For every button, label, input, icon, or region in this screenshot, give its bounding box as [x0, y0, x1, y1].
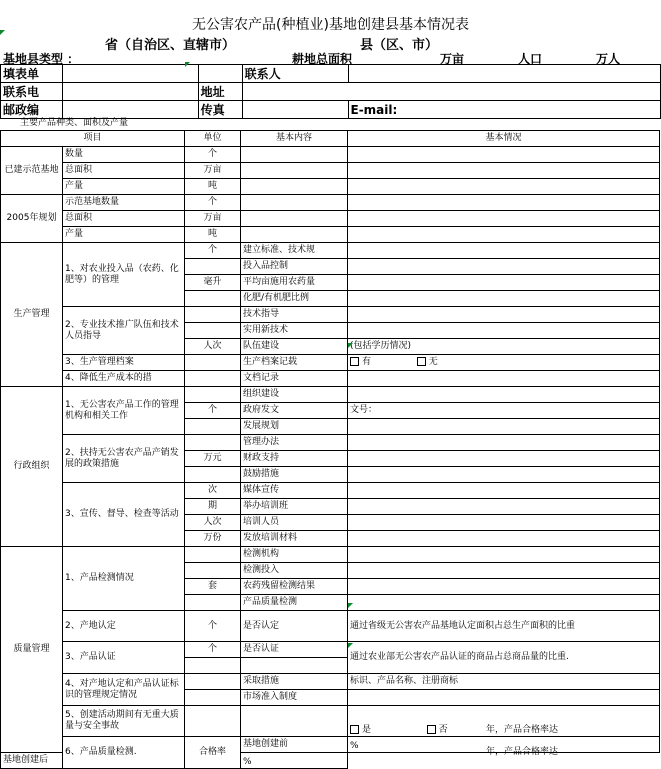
- contact-field[interactable]: [348, 65, 661, 83]
- status-cell[interactable]: [348, 547, 660, 563]
- header-status: 基本情况: [348, 131, 660, 147]
- filler-field[interactable]: [62, 65, 198, 83]
- q2-label: 2、产地认定: [63, 611, 185, 642]
- content-cell[interactable]: [241, 227, 348, 243]
- content-cell[interactable]: [241, 211, 348, 227]
- unit-cell: [185, 419, 241, 435]
- status-cell[interactable]: [348, 371, 660, 387]
- status-cell[interactable]: [348, 387, 660, 403]
- q4-note: 标识、产品名称、注册商标: [348, 674, 660, 690]
- yes-label: 是: [362, 725, 372, 735]
- county-label: 县（区、市）: [360, 38, 439, 53]
- pm4-label: 4、降低生产成本的措: [63, 371, 185, 387]
- content-label: 基地创建前: [241, 737, 348, 753]
- phone-field[interactable]: [62, 83, 198, 101]
- pm2-label: 2、专业技术推广队伍和技术人员指导: [63, 307, 185, 355]
- content-label: 检测投入: [241, 563, 348, 579]
- unit-cell: 个: [185, 611, 241, 642]
- postcode-label: 邮政编: [1, 101, 63, 119]
- status-cell[interactable]: [348, 147, 660, 163]
- status-cell[interactable]: [348, 243, 660, 259]
- unit-cell: [185, 371, 241, 387]
- content-label: 鼓励措施: [241, 467, 348, 483]
- status-cell[interactable]: [348, 515, 660, 531]
- ad3-label: 3、宣传、督导、检查等活动: [63, 483, 185, 547]
- unit-cell: [185, 706, 241, 737]
- unit-cell: [185, 547, 241, 563]
- unit-cell: [185, 674, 241, 690]
- yes-checkbox[interactable]: [350, 357, 359, 366]
- page-title: 无公害农产品(种植业)基地创建县基本情况表: [192, 17, 469, 33]
- unit-cell: 万亩: [185, 163, 241, 179]
- comment-marker-icon: [348, 343, 353, 348]
- content-label: 媒体宣传: [241, 483, 348, 499]
- unit-cell: 万元: [185, 451, 241, 467]
- status-cell[interactable]: [348, 275, 660, 291]
- status-cell[interactable]: [348, 531, 660, 547]
- content-label: 培训人员: [241, 515, 348, 531]
- unit-cell: [185, 291, 241, 307]
- status-cell[interactable]: [348, 323, 660, 339]
- unit-cell: 个: [185, 195, 241, 211]
- unit-cell: [185, 307, 241, 323]
- q3-label: 3、产品认证: [63, 642, 185, 674]
- status-cell[interactable]: [348, 483, 660, 499]
- status-cell[interactable]: [348, 563, 660, 579]
- unit-cell: [185, 355, 241, 371]
- content-label: 基地创建后: [1, 753, 63, 769]
- content-label: 发放培训材料: [241, 531, 348, 547]
- status-cell[interactable]: [348, 179, 660, 195]
- quality-mgmt-group: 质量管理: [1, 547, 63, 753]
- farmland-unit: 万亩: [440, 52, 465, 66]
- content-label: 生产档案记载: [241, 355, 348, 371]
- filler-label: 填表单: [1, 65, 63, 83]
- content-cell[interactable]: [241, 706, 348, 737]
- total-area-label: 总面积: [63, 163, 185, 179]
- content-label: 是否认定: [241, 611, 348, 642]
- unit-cell: 吨: [185, 179, 241, 195]
- plan-2005-group: 2005年规划: [1, 195, 63, 243]
- header-item: 项目: [1, 131, 185, 147]
- status-cell[interactable]: [348, 467, 660, 483]
- content-label: 技术指导: [241, 307, 348, 323]
- status-cell[interactable]: [348, 195, 660, 211]
- ad1-label: 1、无公害农产品工作的管理机构和相关工作: [63, 387, 185, 435]
- content-label: 财政支持: [241, 451, 348, 467]
- content-label: 发展规划: [241, 419, 348, 435]
- yes-checkbox[interactable]: [350, 725, 359, 734]
- content-label: 农药残留检测结果: [241, 579, 348, 595]
- unit-cell: [185, 563, 241, 579]
- q5-label: 5、创建活动期间有无重大质量与安全事故: [63, 706, 185, 737]
- unit-cell: 万份: [185, 531, 241, 547]
- status-cell[interactable]: [348, 291, 660, 307]
- email-label[interactable]: E-mail:: [348, 101, 661, 119]
- content-label: 市场准入制度: [241, 690, 348, 706]
- content-label: 政府发文: [241, 403, 348, 419]
- output-label: 产量: [63, 227, 185, 243]
- content-cell[interactable]: [241, 163, 348, 179]
- status-cell[interactable]: [348, 595, 660, 611]
- admin-org-group: 行政组织: [1, 387, 63, 547]
- header-unit: 单位: [185, 131, 241, 147]
- unit-cell: 人次: [185, 515, 241, 531]
- team-note: (包括学历情况): [348, 339, 660, 355]
- section-title: 主要产品种类、面积及产量: [20, 118, 129, 128]
- blank-cell: [198, 65, 242, 83]
- unit-cell: [185, 690, 241, 706]
- total-area-label: 总面积: [63, 211, 185, 227]
- demo-count-label: 示范基地数量: [63, 195, 185, 211]
- status-cell[interactable]: [348, 259, 660, 275]
- status-cell[interactable]: [348, 690, 660, 706]
- comment-marker-icon: [185, 62, 190, 67]
- qty-label: 数量: [63, 147, 185, 163]
- unit-cell: 期: [185, 499, 241, 515]
- unit-cell: [185, 387, 241, 403]
- year-pass-note-2: 年，产品合格率达: [486, 747, 559, 757]
- base-type-label: 基地县类型 ：: [3, 52, 80, 66]
- contact-info-table: [0, 64, 661, 119]
- archive-options: [348, 355, 660, 371]
- content-cell[interactable]: [241, 179, 348, 195]
- status-cell[interactable]: [348, 419, 660, 435]
- address-field[interactable]: [242, 83, 660, 101]
- no-label: 否: [438, 725, 448, 735]
- pct-after: %: [241, 753, 348, 769]
- content-label: 文档记录: [241, 371, 348, 387]
- address-label: 地址: [198, 83, 242, 101]
- content-label: 队伍建设: [241, 339, 348, 355]
- no-checkbox[interactable]: [417, 357, 426, 366]
- contact-label: 联系人: [242, 65, 348, 83]
- fax-field[interactable]: [242, 101, 348, 119]
- unit-cell: 吨: [185, 227, 241, 243]
- farmland-area-label: 耕地总面积: [292, 52, 353, 66]
- content-label: 产品质量检测: [241, 595, 348, 611]
- unit-cell: [185, 259, 241, 275]
- status-cell[interactable]: [348, 163, 660, 179]
- content-label: 管理办法: [241, 435, 348, 451]
- unit-cell: 次: [185, 483, 241, 499]
- unit-cell: [185, 435, 241, 451]
- unit-cell: 万亩: [185, 211, 241, 227]
- province-label: 省（自治区、直辖市）: [105, 38, 236, 53]
- comment-marker-icon: [348, 643, 353, 648]
- population-label: 人口: [518, 52, 543, 66]
- status-cell[interactable]: [348, 499, 660, 515]
- content-label: 是否认证: [241, 642, 348, 658]
- production-mgmt-group: 生产管理: [1, 243, 63, 387]
- content-cell[interactable]: [241, 658, 348, 674]
- status-cell[interactable]: [348, 211, 660, 227]
- doc-number-label: 文号：: [348, 403, 660, 419]
- content-label: 平均亩施用农药量: [241, 275, 348, 291]
- unit-cell: 个: [185, 243, 241, 259]
- status-cell[interactable]: [348, 451, 660, 467]
- yes-label: 有: [362, 357, 372, 367]
- ad2-label: 2、扶持无公害农产品产销发展的政策措施: [63, 435, 185, 483]
- content-cell[interactable]: [241, 195, 348, 211]
- unit-cell: 套: [185, 579, 241, 595]
- content-label: 建立标准、技术规: [241, 243, 348, 259]
- pass-rate-label: 合格率: [185, 737, 241, 769]
- no-label: 无: [428, 357, 438, 367]
- q4-label: 4、对产地认定和产品认证标识的管理规定情况: [63, 674, 185, 706]
- content-label: 举办培训班: [241, 499, 348, 515]
- output-label: 产量: [63, 179, 185, 195]
- status-cell[interactable]: [348, 307, 660, 323]
- unit-cell: 个: [185, 403, 241, 419]
- existing-base-group: 已建示范基地: [1, 147, 63, 195]
- unit-cell: [185, 323, 241, 339]
- q6-label: 6、产品质量检测.: [63, 737, 185, 769]
- population-unit: 万人: [596, 52, 621, 66]
- status-cell[interactable]: [348, 227, 660, 243]
- header-content: 基本内容: [241, 131, 348, 147]
- q3-note: 通过农业部无公害农产品认证的商品占总商品量的比重.: [348, 642, 660, 674]
- content-label: 实用新技术: [241, 323, 348, 339]
- fax-label: 传真: [198, 101, 242, 119]
- content-label: 化肥/有机肥比例: [241, 291, 348, 307]
- status-cell[interactable]: [348, 579, 660, 595]
- unit-cell: [185, 595, 241, 611]
- content-cell[interactable]: [241, 147, 348, 163]
- q2-note: 通过省级无公害农产品基地认定面积占总生产面积的比重: [348, 611, 660, 642]
- unit-cell: 个: [185, 147, 241, 163]
- unit-cell: [185, 658, 241, 674]
- content-label: 组织建设: [241, 387, 348, 403]
- status-cell[interactable]: [348, 435, 660, 451]
- pm1-label: 1、对农业投入品（农药、化肥等）的管理: [63, 243, 185, 307]
- unit-cell: 人次: [185, 339, 241, 355]
- unit-cell: [185, 467, 241, 483]
- phone-label: 联系电: [1, 83, 63, 101]
- pct-before: %: [348, 737, 660, 753]
- no-checkbox[interactable]: [427, 725, 436, 734]
- content-label: 投入品控制: [241, 259, 348, 275]
- q1-label: 1、产品检测情况: [63, 547, 185, 611]
- main-table: [0, 130, 660, 769]
- unit-cell: 毫升: [185, 275, 241, 291]
- comment-marker-icon: [348, 603, 353, 608]
- pm3-label: 3、生产管理档案: [63, 355, 185, 371]
- content-label: 采取措施: [241, 674, 348, 690]
- comment-marker-icon: [0, 30, 5, 35]
- year-pass-note-1: 年，产品合格率达: [486, 725, 559, 735]
- unit-cell: 个: [185, 642, 241, 658]
- content-label: 检测机构: [241, 547, 348, 563]
